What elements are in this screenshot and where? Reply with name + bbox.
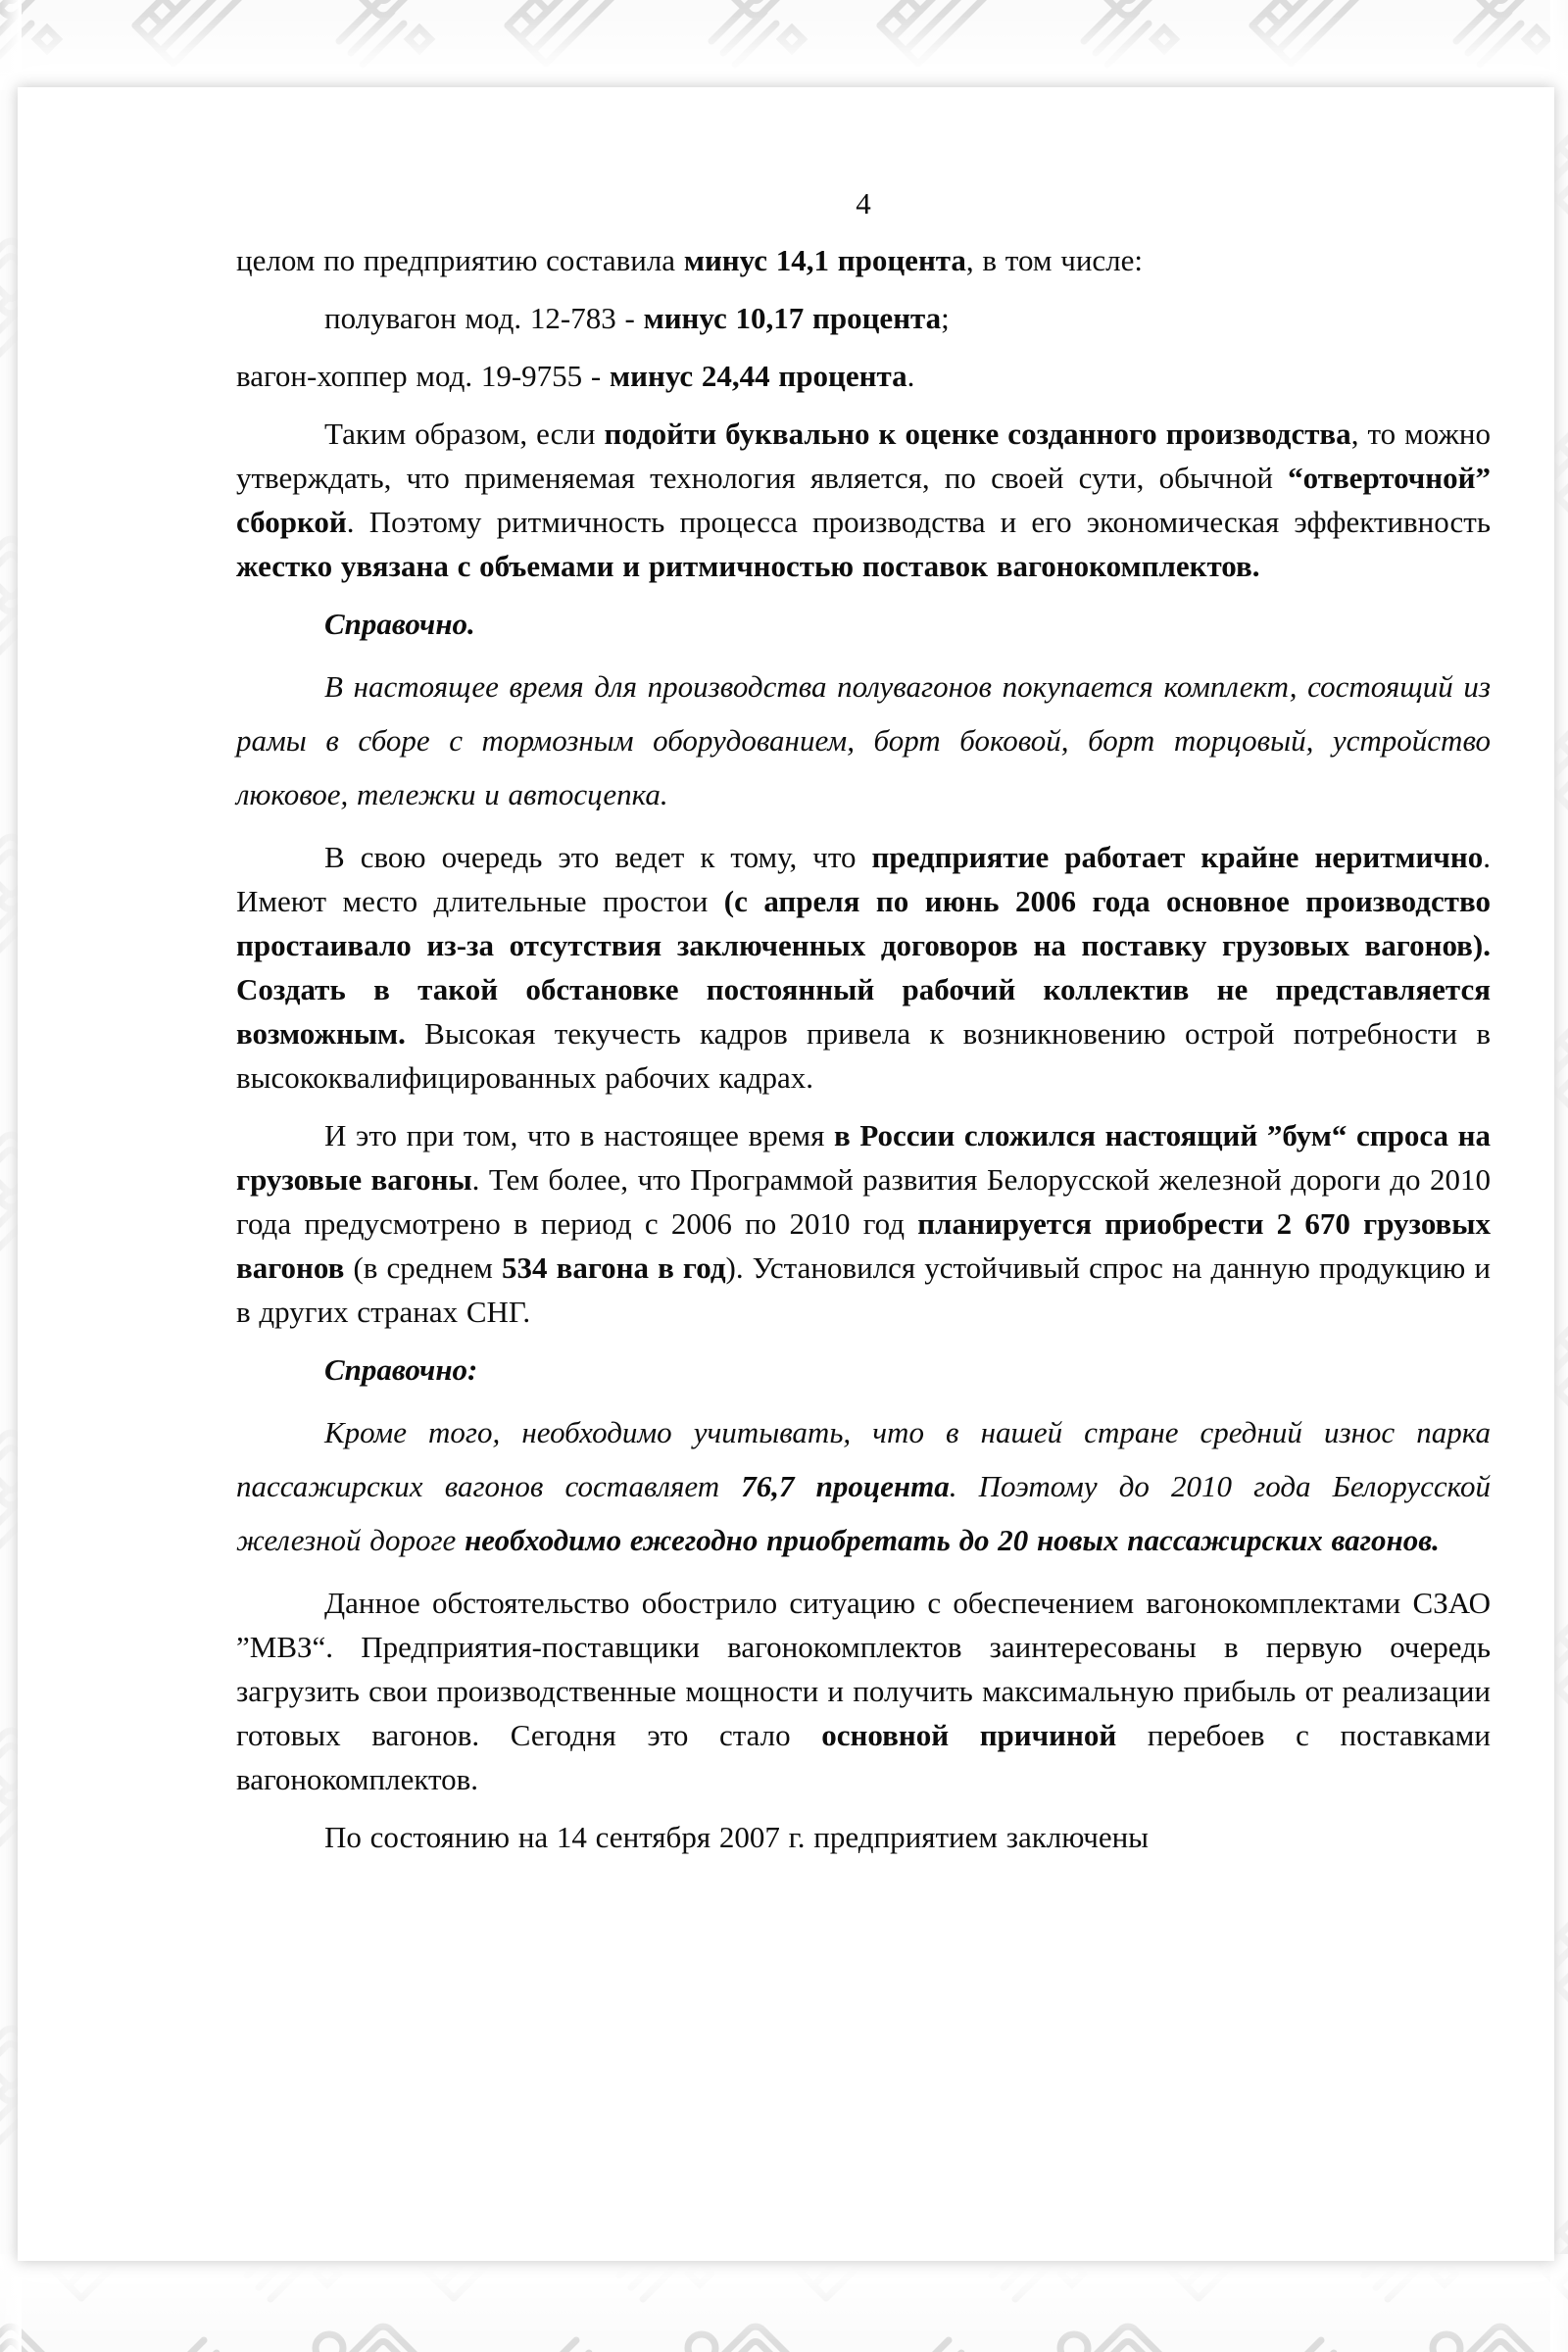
paragraph bbox=[236, 835, 1491, 1100]
text-run: целом по предприятию составила bbox=[236, 243, 684, 277]
paragraph bbox=[236, 354, 1491, 398]
text-run: в России сложился настоящий ”бум“ спроса на грузовые вагоны bbox=[236, 1118, 1491, 1197]
text-run: В настоящее время для производства полувагонов покупается комплект, состоящий из рамы в сборе с тормозным оборудованием, борт боковой, борт торцовый, устройство люковое, тележки и автосцепка. bbox=[236, 669, 1491, 811]
text-run: основной причиной bbox=[821, 1718, 1117, 1752]
text-run: . Поэтому до 2010 года Белорусской железной дороге bbox=[236, 1469, 1491, 1557]
paragraph bbox=[236, 296, 1491, 340]
text-run: , в том числе: bbox=[965, 243, 1144, 277]
paragraph bbox=[236, 1113, 1491, 1334]
document-body bbox=[236, 238, 1491, 1859]
text-run: ; bbox=[941, 301, 950, 335]
paragraph bbox=[236, 1581, 1491, 1801]
document-page bbox=[18, 87, 1554, 2261]
text-run: перебоев с поставками вагонокомплектов. bbox=[236, 1718, 1492, 1796]
text-run: Справочно: bbox=[324, 1352, 478, 1387]
text-run: жестко увязана с объемами и ритмичностью поставок вагонокомплектов. bbox=[236, 549, 1260, 583]
paragraph bbox=[236, 1405, 1491, 1567]
text-run: необходимо ежегодно приобретать до 20 новых пассажирских вагонов. bbox=[465, 1523, 1440, 1557]
text-run: (с апреля по июнь 2006 года основное производство простаивало из-за отсутствия заключенных договоров на поставку грузовых вагонов). Создать в такой обстановке постоянный рабочий коллектив не представляется возможным. bbox=[236, 884, 1491, 1051]
text-run: минус 14,1 процента bbox=[683, 243, 966, 277]
text-run: “отверточной” сборкой bbox=[236, 461, 1491, 539]
text-run: (в среднем bbox=[344, 1250, 502, 1285]
paragraph bbox=[236, 1815, 1491, 1859]
reference-heading bbox=[236, 1348, 1491, 1392]
text-run: подойти буквально к оценке созданного производства bbox=[604, 416, 1351, 451]
text-run: минус 24,44 процента bbox=[610, 359, 907, 393]
paragraph bbox=[236, 412, 1491, 588]
text-run: По состоянию на 14 сентября 2007 г. предприятием заключены bbox=[324, 1820, 1150, 1854]
text-run: ). Установился устойчивый спрос на данную продукцию и в других странах СНГ. bbox=[236, 1250, 1491, 1329]
text-run: В свою очередь это ведет к тому, что bbox=[324, 840, 872, 874]
text-run: полувагон мод. 12-783 - bbox=[324, 301, 644, 335]
paragraph bbox=[236, 238, 1491, 282]
text-run: И это при том, что в настоящее время bbox=[324, 1118, 834, 1152]
text-run: , то можно утверждать, что применяемая технология является, по своей сути, обычной bbox=[236, 416, 1492, 495]
text-run: 534 вагона в год bbox=[501, 1250, 726, 1285]
page-number: 4 bbox=[856, 186, 871, 220]
document-content bbox=[18, 87, 1554, 2261]
text-run: . Поэтому ритмичность процесса производства и его экономическая эффективность bbox=[346, 505, 1491, 539]
paragraph bbox=[236, 660, 1491, 821]
text-run: Кроме того, необходимо учитывать, что в нашей стране средний износ парка пассажирских вагонов составляет bbox=[236, 1415, 1491, 1503]
text-run: . Имеют место длительные простои bbox=[236, 840, 1491, 918]
text-run: планируется приобрести 2 670 грузовых вагонов bbox=[236, 1206, 1491, 1285]
text-run: . Тем более, что Программой развития Белорусской железной дороги до 2010 года предусмотрено в период с 2006 по 2010 год bbox=[236, 1162, 1491, 1241]
text-run: Таким образом, если bbox=[324, 416, 605, 451]
text-run: Высокая текучесть кадров привела к возникновению острой потребности в высококвалифицированных рабочих кадрах. bbox=[236, 1016, 1491, 1095]
text-run: предприятие работает крайне неритмично bbox=[871, 840, 1484, 874]
text-run: вагон-хоппер мод. 19-9755 - bbox=[236, 359, 610, 393]
text-run: 76,7 процента bbox=[741, 1469, 950, 1503]
text-run: минус 10,17 процента bbox=[643, 301, 942, 335]
text-run: Справочно. bbox=[324, 607, 475, 641]
text-run: Данное обстоятельство обострило ситуацию с обеспечением вагонокомплектами СЗАО ”МВЗ“. Предприятия-поставщики вагонокомплектов заинтересованы в первую очередь загрузить свои производственные мощности и получить максимальную прибыль от реализации готовых вагонов. Сегодня это стало bbox=[236, 1586, 1491, 1752]
text-run: . bbox=[906, 359, 915, 393]
reference-heading bbox=[236, 602, 1491, 646]
